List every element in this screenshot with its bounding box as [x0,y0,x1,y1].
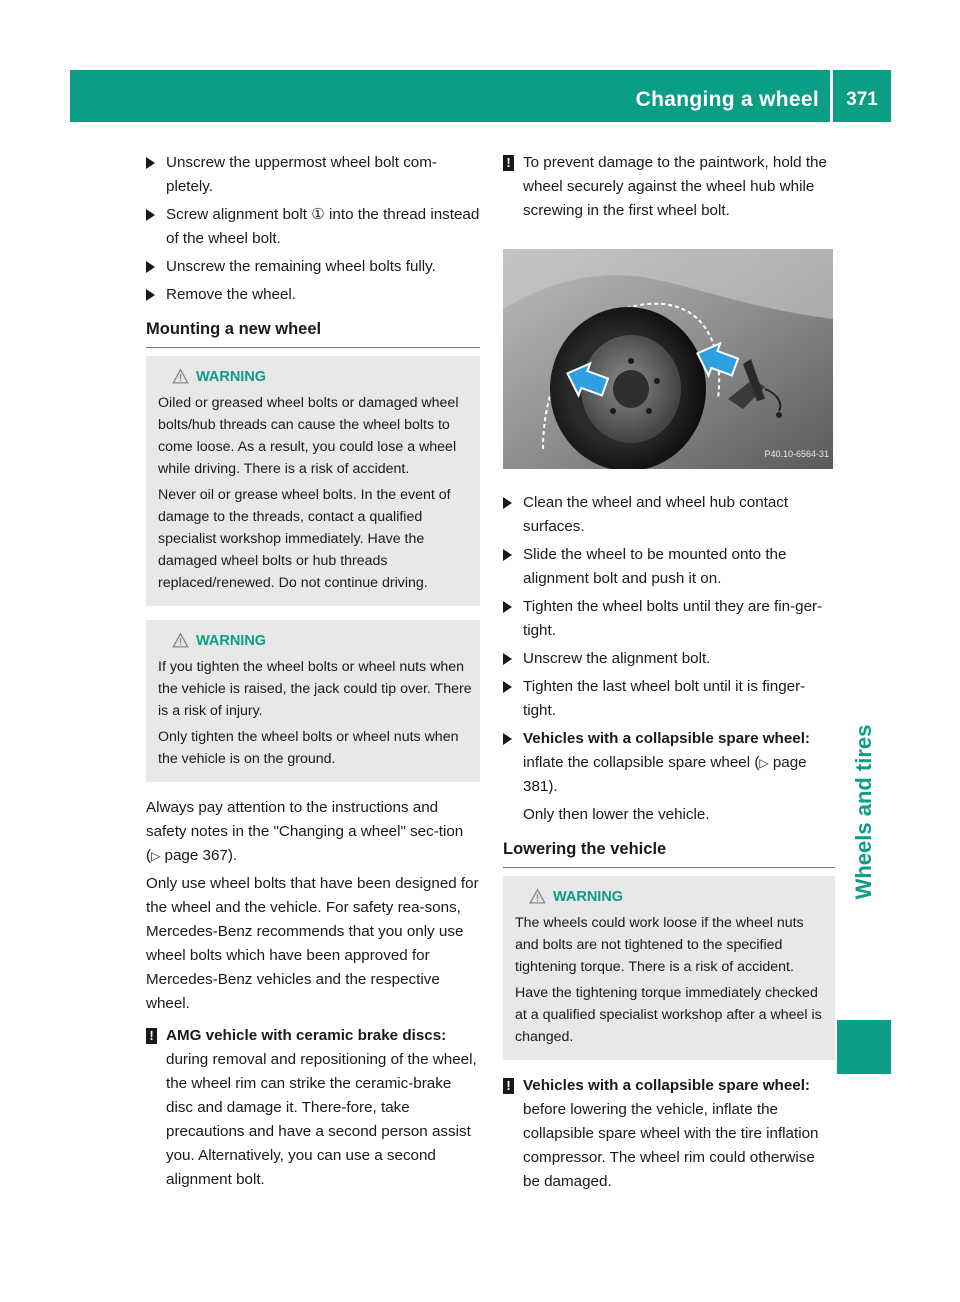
step-arrow-icon [503,549,512,561]
section-heading-lowering: Lowering the vehicle [503,837,835,868]
instruction-step: Unscrew the alignment bolt. [503,647,835,671]
page-reference-icon: ▷ [759,756,769,770]
page-reference-link[interactable]: page 367). [160,847,238,864]
step-arrow-icon [146,157,155,169]
step-arrow-icon [503,681,512,693]
instruction-step: Tighten the wheel bolts until they are fin-ger-tight. [503,595,835,643]
warning-triangle-icon [172,368,189,385]
warning-text: Have the tightening torque immediately checked at a qualified specialist workshop after a wheel is changed. [515,985,822,1045]
caution-icon: ! [503,1078,514,1094]
page-reference-link[interactable]: page 381). [523,754,807,795]
body-paragraph: Always pay attention to the instructions and safety notes in the "Changing a wheel" sec-tion (▷ page 367). [146,799,464,864]
warning-box [503,876,835,1060]
warning-heading: WARNING [515,886,827,908]
warning-box [146,620,480,782]
chapter-title: Changing a wheel [635,88,819,111]
instruction-step: Vehicles with a collapsible spare wheel: inflate the collapsible spare wheel (▷ page 381). [503,727,835,799]
instruction-step: Screw alignment bolt ① into the thread instead of the wheel bolt. [146,203,480,251]
body-paragraph: Only use wheel bolts that have been designed for the wheel and the vehicle. For safety rea-sons, Mercedes-Benz recommends that you only use wheel bolts which have been approved for Mercedes-Benz vehicles and the respective wheel. [146,875,479,1012]
figure-code: P40.10-6564-31 [764,449,829,459]
warning-text: If you tighten the wheel bolts or wheel nuts when the vehicle is raised, the jack could tip over. There is a risk of injury. [158,659,472,719]
caution-note: ! To prevent damage to the paintwork, hold the wheel securely against the wheel hub while screwing in the first wheel bolt. [503,151,835,223]
step-arrow-icon [503,653,512,665]
side-tab-marker [837,1020,891,1074]
step-arrow-icon [503,733,512,745]
warning-heading: WARNING [158,366,472,388]
step-arrow-icon [503,497,512,509]
warning-box [146,356,480,606]
left-column [146,151,480,1196]
instruction-step: Tighten the last wheel bolt until it is finger-tight. [503,675,835,723]
right-column [503,151,835,1198]
caution-icon: ! [146,1028,157,1044]
instruction-step: Unscrew the uppermost wheel bolt com-pletely. [146,151,480,199]
step-arrow-icon [146,261,155,273]
wheel-illustration-svg [503,249,833,469]
side-tab-label: Wheels and tires [851,724,876,900]
side-tab [837,122,891,1192]
step-arrow-icon [503,601,512,613]
step-arrow-icon [146,209,155,221]
caution-note: ! Vehicles with a collapsible spare wheel: before lowering the vehicle, inflate the collapsible spare wheel with the tire inflation compressor. The wheel rim could otherwise be damaged. [503,1074,835,1194]
instruction-step: Clean the wheel and wheel hub contact surfaces. [503,491,835,539]
warning-triangle-icon [172,632,189,649]
instruction-step: Slide the wheel to be mounted onto the alignment bolt and push it on. [503,543,835,591]
warning-text: Oiled or greased wheel bolts or damaged wheel bolts/hub threads can cause the wheel bolts to come loose. As a result, you could lose a wheel while driving. There is a risk of accident. [158,395,459,477]
wheel-mounting-illustration [503,249,833,469]
warning-heading: WARNING [158,630,472,652]
section-heading-mounting: Mounting a new wheel [146,317,480,348]
warning-text: Never oil or grease wheel bolts. In the event of damage to the threads, contact a qualified specialist workshop immediately. Have the damaged wheel bolts or hub threads replaced/renewed. Do not continue driving. [158,487,451,591]
caution-icon: ! [503,155,514,171]
page-reference-icon: ▷ [151,849,161,863]
page-header [70,70,891,122]
warning-triangle-icon [529,888,546,905]
step-arrow-icon [146,289,155,301]
page-number: 371 [846,89,878,110]
warning-text: The wheels could work loose if the wheel nuts and bolts are not tightened to the specified tightening torque. There is a risk of accident. [515,915,804,975]
warning-text: Only tighten the wheel bolts or wheel nuts when the vehicle is on the ground. [158,729,459,767]
caution-note: ! AMG vehicle with ceramic brake discs: during removal and repositioning of the wheel, the wheel rim can strike the ceramic-brake disc and damage it. There-fore, take precautions and have a second person assist you. Alternatively, you can use a second alignment bolt. [146,1024,480,1192]
instruction-step: Remove the wheel. [146,283,480,307]
body-paragraph: Only then lower the vehicle. [523,806,710,823]
instruction-step: Unscrew the remaining wheel bolts fully. [146,255,480,279]
